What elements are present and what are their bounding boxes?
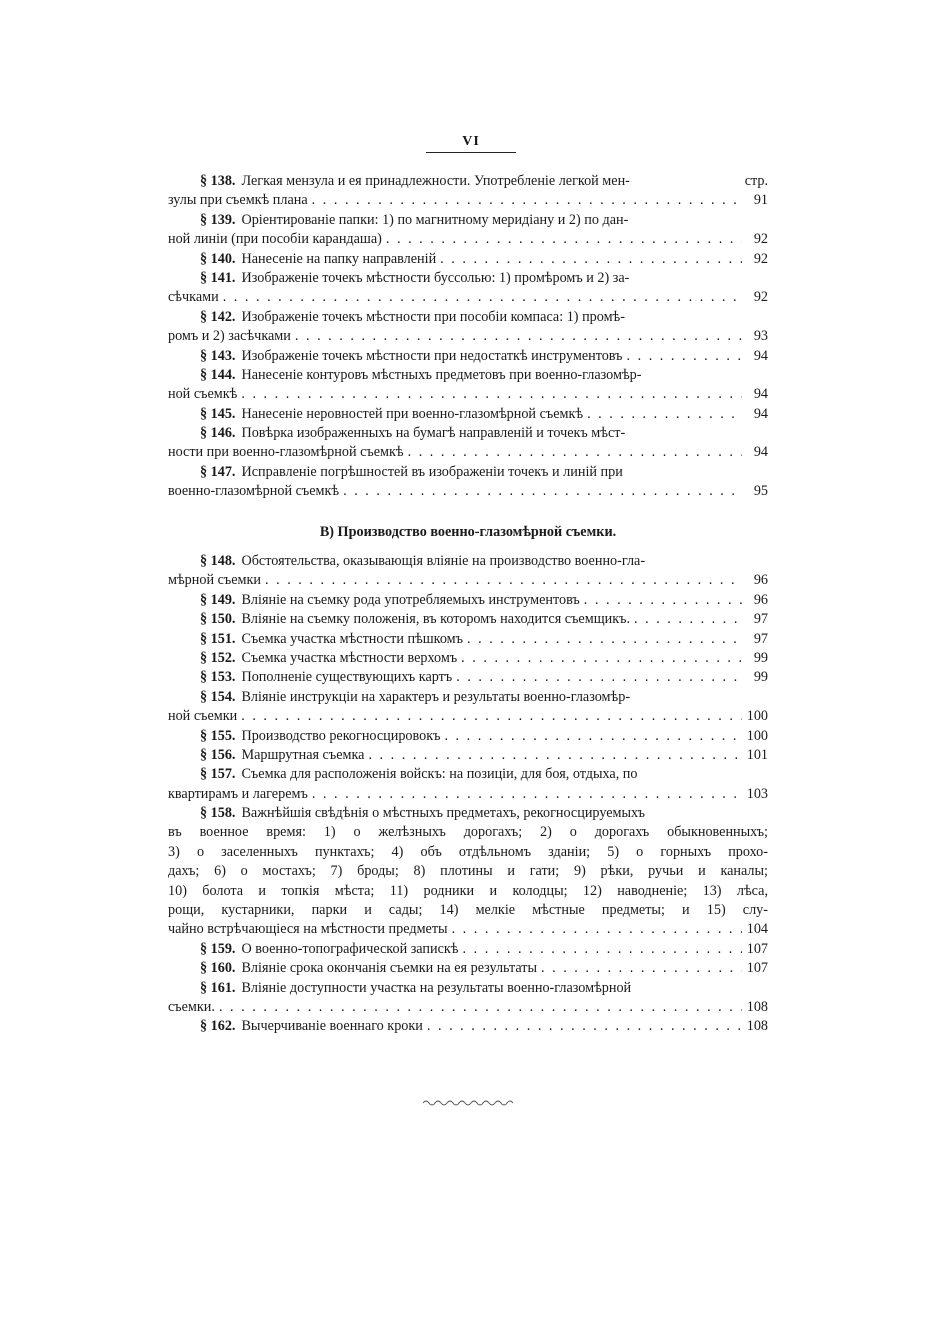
page-ref: 94 — [753, 347, 768, 364]
entry-title-cont: сѣчками — [168, 289, 219, 306]
entry-title: Производство рекогносцировокъ — [241, 727, 441, 744]
toc-entry-line — [168, 785, 768, 804]
page-ref: 104 — [746, 921, 768, 938]
toc-entry-line — [168, 920, 768, 939]
toc-entry-line — [168, 707, 768, 726]
page-ref: 92 — [753, 250, 768, 267]
toc-entry-line — [168, 405, 768, 424]
page-ref: 96 — [753, 572, 768, 589]
toc-entry-line — [168, 250, 768, 269]
dot-leader — [241, 707, 742, 726]
dot-leader — [634, 610, 742, 629]
section-number: § 145. — [200, 405, 236, 422]
entry-title: Съемка участка мѣстности пѣшкомъ — [241, 630, 463, 647]
page-number-rule — [426, 152, 516, 153]
toc-entry-line — [168, 366, 768, 385]
section-number: § 160. — [200, 960, 236, 977]
entry-title-cont: рощи, кустарники, парки и сады; 14) мелкіе мѣстные предметы; и 15) слу- — [168, 902, 768, 919]
toc-section-b — [168, 552, 768, 1037]
section-number: § 142. — [200, 308, 236, 325]
dot-leader — [452, 920, 742, 939]
entry-title-cont: дахъ; 6) о мостахъ; 7) броды; 8) плотины и гати; 9) рѣки, ручьи и каналы; — [168, 863, 768, 880]
toc-entry-line — [168, 765, 768, 784]
page-ref: 108 — [746, 1018, 768, 1035]
toc-entry-line — [168, 269, 768, 288]
page-ref: 91 — [753, 192, 768, 209]
toc-entry-line — [168, 998, 768, 1017]
section-number: § 157. — [200, 766, 236, 783]
entry-title: Вліяніе доступности участка на результаты военно-глазомѣрной — [241, 979, 632, 996]
dot-leader — [219, 998, 742, 1017]
section-number: § 149. — [200, 591, 236, 608]
toc-entry-line — [168, 463, 768, 482]
section-number: § 152. — [200, 649, 236, 666]
section-number: § 150. — [200, 611, 236, 628]
toc-entry-line — [168, 959, 768, 978]
entry-title: Обстоятельства, оказывающія вліяніе на производство военно-гла- — [241, 553, 646, 569]
toc-entry-line — [168, 688, 768, 707]
dot-leader — [408, 443, 742, 462]
page-number: VI — [462, 134, 480, 149]
toc-entry-line — [168, 571, 768, 590]
toc-entry-line — [168, 940, 768, 959]
entry-title: Съемка для расположенія войскъ: на позиціи, для боя, отдыха, по — [241, 766, 638, 783]
page-ref: 97 — [753, 630, 768, 647]
toc-entry-line — [168, 288, 768, 307]
toc-entry-line — [168, 327, 768, 346]
section-number: § 151. — [200, 630, 236, 647]
section-number: § 143. — [200, 347, 236, 364]
entry-title: О военно-топографической запискѣ — [241, 940, 459, 957]
dot-leader — [312, 191, 742, 210]
toc-entry-line — [168, 804, 768, 823]
entry-title-cont: зулы при съемкѣ плана — [168, 192, 308, 209]
page-ref: 93 — [753, 328, 768, 345]
entry-title-cont: 3) о заселенныхъ пунктахъ; 4) объ отдѣльномъ зданіи; 5) о горныхъ прохо- — [168, 843, 768, 860]
toc-entry-line — [168, 385, 768, 404]
toc-entry-line — [168, 443, 768, 462]
dot-leader — [241, 385, 742, 404]
section-number: § 140. — [200, 250, 236, 267]
entry-title: Пополненіе существующихъ картъ — [241, 669, 453, 686]
page-ref: 100 — [746, 708, 768, 725]
entry-title-cont: военно-глазомѣрной съемкѣ — [168, 483, 340, 500]
entry-title-cont: мѣрной съемки — [168, 572, 261, 589]
entry-title: Легкая мензула и ея принадлежности. Употребленіе легкой мен- — [241, 173, 630, 189]
dot-leader — [386, 230, 742, 249]
section-number: § 159. — [200, 940, 236, 957]
dot-leader — [440, 250, 742, 269]
toc-section-a — [168, 172, 768, 502]
toc-entry-line — [168, 630, 768, 649]
page-ref: 94 — [753, 386, 768, 403]
toc-entry-line — [168, 727, 768, 746]
dot-leader — [295, 327, 742, 346]
toc-entry-line — [168, 482, 768, 501]
entry-title-cont: ной линіи (при пособіи карандаша) — [168, 231, 382, 248]
toc-entry-line — [168, 1017, 768, 1036]
page-ref: 92 — [753, 231, 768, 248]
dot-leader — [587, 405, 742, 424]
toc-entry-line — [168, 424, 768, 443]
dot-leader — [343, 482, 742, 501]
page-ref: 92 — [753, 289, 768, 306]
dot-leader — [456, 668, 742, 687]
toc-entry-line — [168, 668, 768, 687]
section-number: § 161. — [200, 979, 236, 996]
section-number: § 141. — [200, 269, 236, 286]
dot-leader — [368, 746, 742, 765]
toc-entry-line — [168, 610, 768, 629]
dot-leader — [584, 591, 742, 610]
dot-leader — [463, 940, 743, 959]
toc-entry-line — [168, 979, 768, 998]
section-number: § 153. — [200, 669, 236, 686]
toc-entry-line — [168, 172, 768, 191]
entry-title-cont: ной съемки — [168, 708, 238, 725]
section-number: § 144. — [200, 366, 236, 383]
page-ref: 99 — [753, 649, 768, 666]
entry-title-cont: ромъ и 2) засѣчками — [168, 328, 291, 345]
entry-title: Нанесеніе неровностей при военно-глазомѣрной съемкѣ — [241, 405, 584, 422]
section-number: § 156. — [200, 746, 236, 763]
page-ref: 107 — [746, 960, 768, 977]
toc-entry-line — [168, 746, 768, 765]
toc-entry-line — [168, 649, 768, 668]
dot-leader — [312, 785, 742, 804]
dot-leader — [467, 630, 742, 649]
entry-title: Вліяніе на съемку положенія, въ которомъ находится съемщикъ. — [241, 611, 630, 628]
toc-entry-line — [168, 347, 768, 366]
page-ref: 99 — [753, 669, 768, 686]
dot-leader — [223, 288, 742, 307]
page-column-label: стр. — [744, 173, 768, 189]
dot-leader — [265, 571, 742, 590]
toc-entry-line — [168, 591, 768, 610]
entry-title: Вліяніе срока окончанія съемки на ея результаты — [241, 960, 537, 977]
dot-leader — [627, 347, 743, 366]
entry-title: Маршрутная съемка — [241, 746, 365, 763]
entry-title: Нанесеніе на папку направленій — [241, 250, 437, 267]
entry-title: Оріентированіе папки: 1) по магнитному меридіану и 2) по дан- — [241, 211, 629, 228]
entry-title: Повѣрка изображенныхъ на бумагѣ направленій и точекъ мѣст- — [241, 425, 626, 442]
entry-title: Важнѣйшія свѣдѣнія о мѣстныхъ предметахъ, рекогносцируемыхъ — [241, 805, 645, 822]
section-number: § 155. — [200, 727, 236, 744]
page-ref: 94 — [753, 444, 768, 461]
toc-entry-line — [168, 191, 768, 210]
page-ref: 97 — [753, 611, 768, 628]
entry-title: Изображеніе точекъ мѣстности при недостаткѣ инструментовъ — [241, 347, 623, 364]
entry-title-cont: ности при военно-глазомѣрной съемкѣ — [168, 444, 404, 461]
page-ref: 107 — [746, 940, 768, 957]
toc-entry-line — [168, 552, 768, 571]
entry-title: Вліяніе на съемку рода употребляемыхъ инструментовъ — [241, 591, 580, 608]
section-number: § 148. — [200, 553, 236, 569]
entry-title: Съемка участка мѣстности верхомъ — [241, 649, 458, 666]
page-ref: 108 — [746, 998, 768, 1015]
dot-leader — [444, 727, 742, 746]
section-number: § 146. — [200, 425, 236, 442]
section-number: § 147. — [200, 463, 236, 480]
section-number: § 158. — [200, 805, 236, 822]
page-ref: 95 — [753, 483, 768, 500]
page-ref: 96 — [753, 591, 768, 608]
entry-title-cont: квартирамъ и лагеремъ — [168, 785, 308, 802]
entry-title: Изображеніе точекъ мѣстности буссолью: 1) промѣромъ и 2) за- — [241, 269, 630, 286]
toc-entry-line — [168, 308, 768, 327]
section-heading: В) Производство военно-глазомѣрной съемки. — [319, 524, 617, 540]
entry-title-cont: въ военное время: 1) о желѣзныхъ дорогахъ; 2) о дорогахъ обыкновенныхъ; — [168, 824, 768, 841]
entry-title-cont: съемки. — [168, 998, 215, 1015]
section-number: § 154. — [200, 688, 236, 705]
entry-title: Нанесеніе контуровъ мѣстныхъ предметовъ при военно-глазомѣр- — [241, 366, 642, 383]
section-number: § 138. — [200, 173, 236, 189]
entry-title: Вычерчиваніе военнаго кроки — [241, 1018, 423, 1035]
end-ornament — [423, 1098, 513, 1108]
entry-title: Изображеніе точекъ мѣстности при пособіи компаса: 1) промѣ- — [241, 308, 625, 325]
dot-leader — [461, 649, 742, 668]
entry-title-cont: чайно встрѣчающіеся на мѣстности предметы — [168, 921, 448, 938]
page-ref: 103 — [746, 785, 768, 802]
dot-leader — [427, 1017, 742, 1036]
page-ref: 94 — [753, 405, 768, 422]
section-number: § 139. — [200, 211, 236, 228]
page-ref: 100 — [746, 727, 768, 744]
toc-entry-line — [168, 211, 768, 230]
entry-title-cont: ной съемкѣ — [168, 386, 238, 403]
section-number: § 162. — [200, 1018, 236, 1035]
entry-title-cont: 10) болота и топкія мѣста; 11) родники и колодцы; 12) наводненіе; 13) лѣса, — [168, 882, 768, 899]
entry-title: Исправленіе погрѣшностей въ изображеніи точекъ и линій при — [241, 463, 623, 480]
entry-title: Вліяніе инструкціи на характеръ и результаты военно-глазомѣр- — [241, 688, 631, 705]
page-ref: 101 — [746, 746, 768, 763]
toc-entry-line — [168, 230, 768, 249]
dot-leader — [541, 959, 742, 978]
